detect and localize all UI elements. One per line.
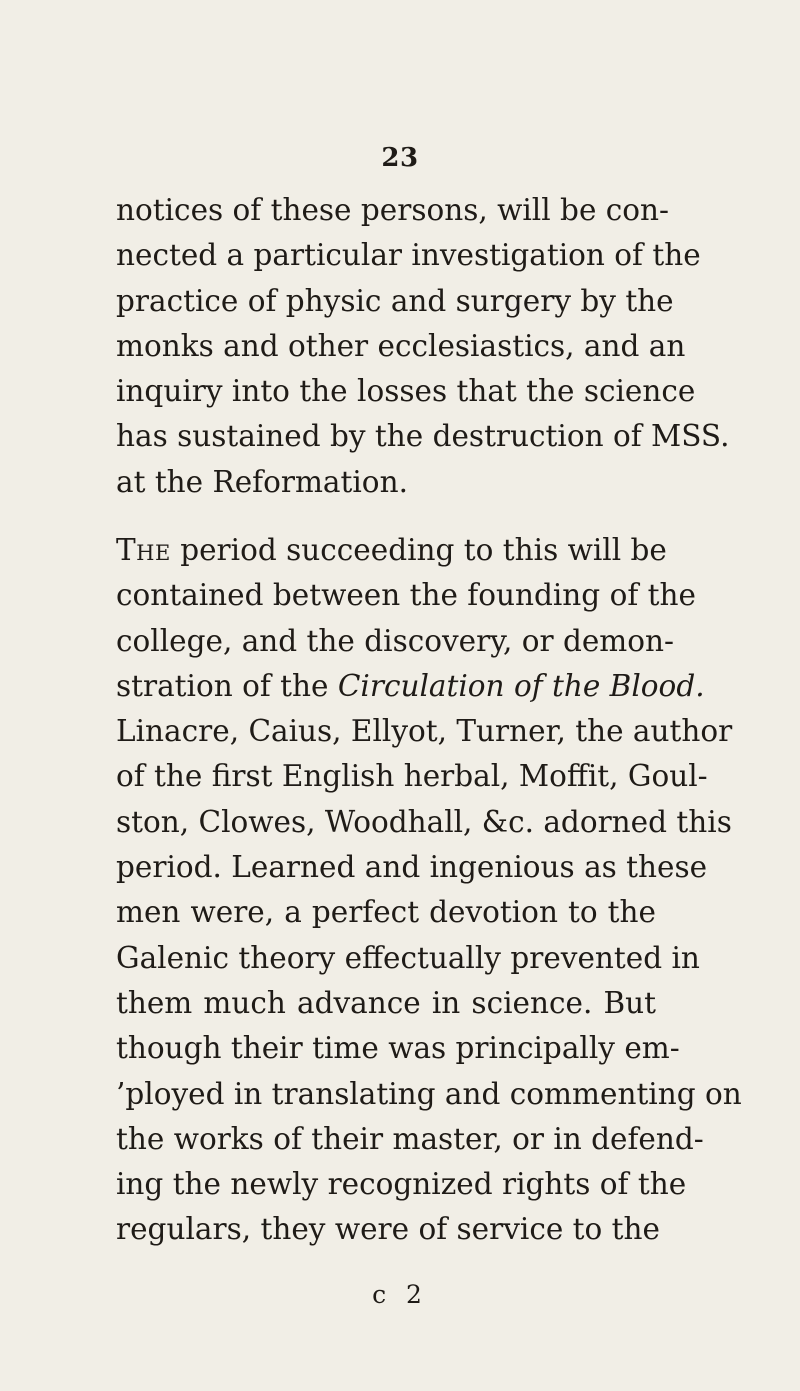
text-line: at the Reformation.	[116, 464, 408, 499]
paragraph-2	[116, 528, 742, 1253]
page-number: 23	[381, 143, 419, 173]
text-line	[116, 664, 705, 709]
line-text: period succeeding to this will be	[170, 533, 667, 567]
text-line: of the first English herbal, Moffit, Goul-	[116, 759, 708, 794]
text-line: ston, Clowes, Woodhall, &c. adorned this	[116, 804, 732, 839]
text-line	[116, 528, 667, 573]
text-line: ing the newly recognized rights of the	[116, 1167, 687, 1202]
signature-mark: c 2	[372, 1280, 428, 1309]
text-line: practice of physic and surgery by the	[116, 283, 674, 318]
italic-phrase: Circulation of the Blood.	[337, 668, 705, 703]
text-line: notices of these persons, will be con-	[116, 193, 670, 227]
text-line: college, and the discovery, or demon-	[116, 623, 674, 658]
text-line: nected a particular investigation of the	[116, 238, 701, 273]
text-line: period. Learned and ingenious as these	[116, 850, 708, 885]
text-line: them much advance in science. But	[116, 985, 656, 1020]
paragraph-first-word: The	[116, 533, 171, 567]
text-line: has sustained by the destruction of MSS.	[116, 419, 730, 454]
text-line: inquiry into the losses that the science	[116, 374, 696, 409]
text-line: the works of their master, or in defend-	[116, 1121, 704, 1156]
text-line: contained between the founding of the	[116, 578, 696, 613]
text-line: men were, a perfect devotion to the	[116, 895, 656, 930]
text-line: ’ployed in translating and commenting on	[116, 1076, 742, 1111]
line-text: stration of the	[116, 668, 338, 703]
text-line: though their time was principally em-	[116, 1031, 680, 1066]
text-line: monks and other ecclesiastics, and an	[116, 328, 686, 363]
text-line: regulars, they were of service to the	[116, 1212, 660, 1247]
text-line: Galenic theory effectually prevented in	[116, 940, 700, 975]
paragraph-1	[116, 188, 730, 505]
text-line: Linacre, Caius, Ellyot, Turner, the author	[116, 714, 733, 749]
